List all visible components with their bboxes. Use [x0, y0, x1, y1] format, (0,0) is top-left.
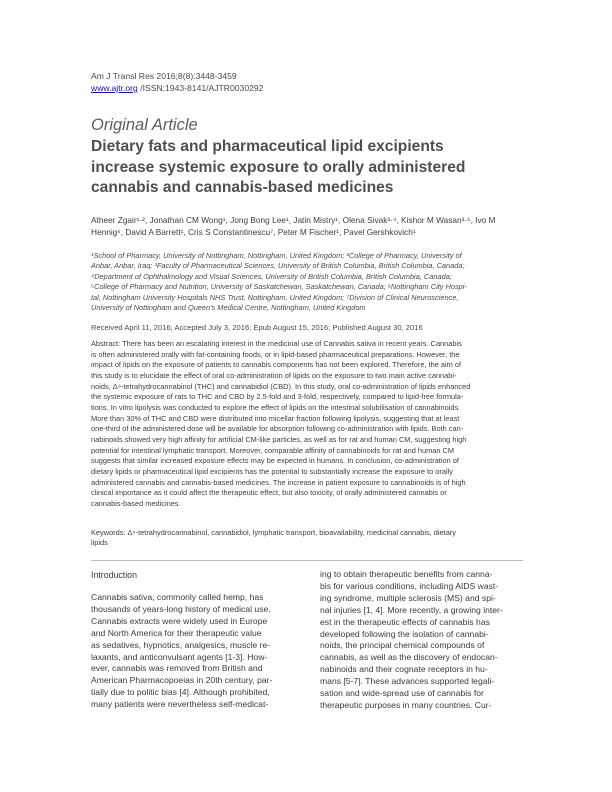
section-heading-introduction: Introduction [91, 570, 137, 580]
body-line: mans [5-7]. These advances supported legali- [320, 676, 495, 687]
journal-url-link[interactable]: www.ajtr.org [91, 83, 138, 93]
abstract-line: the systemic exposure of rats to THC and CBD by 2.5-fold and 3-fold, respectively, compared to lipid-free formula- [91, 392, 464, 402]
affiliation-line: University of Nottingham and Queen's Medical Centre, Nottingham, United Kingdom [91, 303, 366, 313]
abstract-line: Abstract: There has been an escalating interest in the medicinal use of Cannabis sativa in recent years. Cannabis [91, 339, 462, 348]
article-title [91, 137, 521, 199]
body-line: thousands of years-long history of medical use. [91, 603, 271, 614]
body-line: ever, cannabis was removed from British and [91, 663, 263, 674]
title-line: increase systemic exposure to orally administered [91, 158, 466, 176]
body-line: Cannabis sativa, commonly called hemp, has [91, 592, 264, 602]
abstract-line: suggests that similar increased exposure effects may be expected in humans. In conclusion, co-administration of [91, 456, 459, 466]
keywords-line: Keywords: Δ⁹-tetrahydrocannabinol, cannabidiol, lymphatic transport, bioavailability, medicinal cannabis, dietary [91, 528, 456, 537]
keywords-line: lipids [91, 538, 108, 548]
body-line: ing syndrome, multiple sclerosis (MS) and spi- [320, 592, 496, 603]
abstract-line: one-third of the administered dose will be available for absorption following co-administration with lipids. Both can- [91, 424, 464, 434]
body-line: American Pharmacopoeias in 20th century, par- [91, 675, 273, 686]
publication-dates: Received April 11, 2016; Accepted July 3, 2016; Epub August 15, 2016; Published August 30, 2016 [91, 323, 423, 332]
abstract-line: this study is to elucidate the effect of oral co-administration of lipids on the exposure to two main active cannabi- [91, 370, 457, 380]
journal-link-line [91, 82, 263, 94]
authors-line: Atheer Zgair¹·², Jonathan CM Wong¹, Jong Bong Lee¹, Jatin Mistry¹, Olena Sivak³·⁴, Kishor M Wasan³·⁵, Ivo M [91, 215, 496, 225]
abstract-line: nabinoids showed very high affinity for artificial CM-like particles, as well as for rat and human CM, suggesting high [91, 434, 467, 444]
body-line: and North America for their therapeutic value [91, 627, 262, 638]
intro-column-left [91, 592, 294, 711]
abstract-line: administered cannabis and cannabis-based medicines. The increase in patient exposure to cannabinoids is of high [91, 477, 466, 487]
journal-citation: Am J Transl Res 2016;8(8):3448-3459 [91, 71, 237, 81]
body-line: bis for various conditions, including AIDS wast- [320, 580, 499, 591]
abstract-line: cannabis-based medicines. [91, 498, 181, 508]
body-line: cannabis, as well as the discovery of endocan- [320, 652, 498, 663]
abstract-line: More than 30% of THC and CBD were distributed into micellar fraction following lipolysis, suggesting that at least [91, 413, 460, 423]
abstract [91, 339, 523, 510]
body-line: ing to obtain therapeutic benefits from canna- [320, 569, 493, 579]
affiliation-line: tal, Nottingham University Hospitals NHS Trust, Nottingham, United Kingdom; ⁷Division of Clinical Neuroscience, [91, 292, 459, 302]
affiliations [91, 251, 523, 313]
body-line: noids, the principal chemical compounds of [320, 640, 485, 651]
body-line: as sedatives, hypnotics, analgesics, muscle re- [91, 639, 271, 650]
body-line: developed following the isolation of cannabi- [320, 628, 489, 639]
abstract-line: is often administered orally with fat-containing foods, or in lipid-based pharmaceutical preparations. However, the [91, 349, 460, 359]
journal-issn: /ISSN:1943-8141/AJTR0030292 [137, 83, 264, 93]
author-list [91, 214, 523, 238]
abstract-line: noids, Δ⁹-tetrahydrocannabinol (THC) and cannabidiol (CBD). In this study, oral co-administration of lipids enhanced [91, 381, 471, 391]
abstract-line: dietary lipids or pharmaceutical lipid excipients has the potential to substantially increase the exposure to orally [91, 466, 453, 476]
body-line: tially due to politic bias [4]. Although prohibited, [91, 687, 270, 698]
intro-column-right [320, 569, 522, 712]
body-line: many patients were nevertheless self-medicat- [91, 699, 269, 710]
abstract-line: tions. In vitro lipolysis was conducted to explore the effect of lipids on the intestinal solubilisation of cannabinoids. [91, 402, 461, 412]
journal-header [91, 70, 263, 94]
authors-line: Hennig⁶, David A Barrett¹, Cris S Constantinescu⁷, Peter M Fischer¹, Pavel Gershkovich¹ [91, 227, 416, 237]
article-type: Original Article [91, 116, 198, 134]
body-line: laxants, and anticonvulsant agents [1-3]. How- [91, 651, 268, 662]
affiliation-line: ¹School of Pharmacy, University of Nottingham, Nottingham, United Kingdom; ²College of Pharmacy, University of [91, 251, 462, 260]
affiliation-line: ⁵College of Pharmacy and Nutrition, University of Saskatchewan, Saskatchewan, Canada; ⁶Nottingham City Hospi- [91, 282, 467, 292]
body-line: nabinoids and their cognate receptors in hu- [320, 664, 488, 675]
title-line: cannabis and cannabis-based medicines [91, 179, 394, 196]
keywords [91, 528, 523, 549]
abstract-line: potential for intestinal lymphatic transport. Moreover, comparable affinity of cannabinoids for rat and human CM [91, 445, 455, 455]
title-line: Dietary fats and pharmaceutical lipid excipients [91, 138, 444, 155]
abstract-line: clinical importance as it could affect the therapeutic effect, but also toxicity, of orally administered cannabis or [91, 488, 447, 498]
body-line: therapeutic purposes in many countries. Cur- [320, 699, 492, 710]
affiliation-line: Anbar, Anbar, Iraq; ³Faculty of Pharmaceutical Sciences, University of British Columbia, British Columbia, Canada; [91, 261, 465, 271]
body-line: nal injuries [1, 4]. More recently, a growing inter- [320, 604, 503, 615]
section-divider [91, 560, 523, 561]
affiliation-line: ⁴Department of Ophthalmology and Visual Sciences, University of British Columbia, British Columbia, Canada; [91, 271, 452, 281]
body-line: est in the therapeutic effects of cannabis has [320, 616, 490, 627]
body-line: sation and wide-spread use of cannabis for [320, 688, 484, 699]
abstract-line: impact of lipids on the exposure of patients to cannabis components has not been explored. Therefore, the aim of [91, 360, 462, 370]
body-line: Cannabis extracts were widely used in Europe [91, 615, 268, 626]
